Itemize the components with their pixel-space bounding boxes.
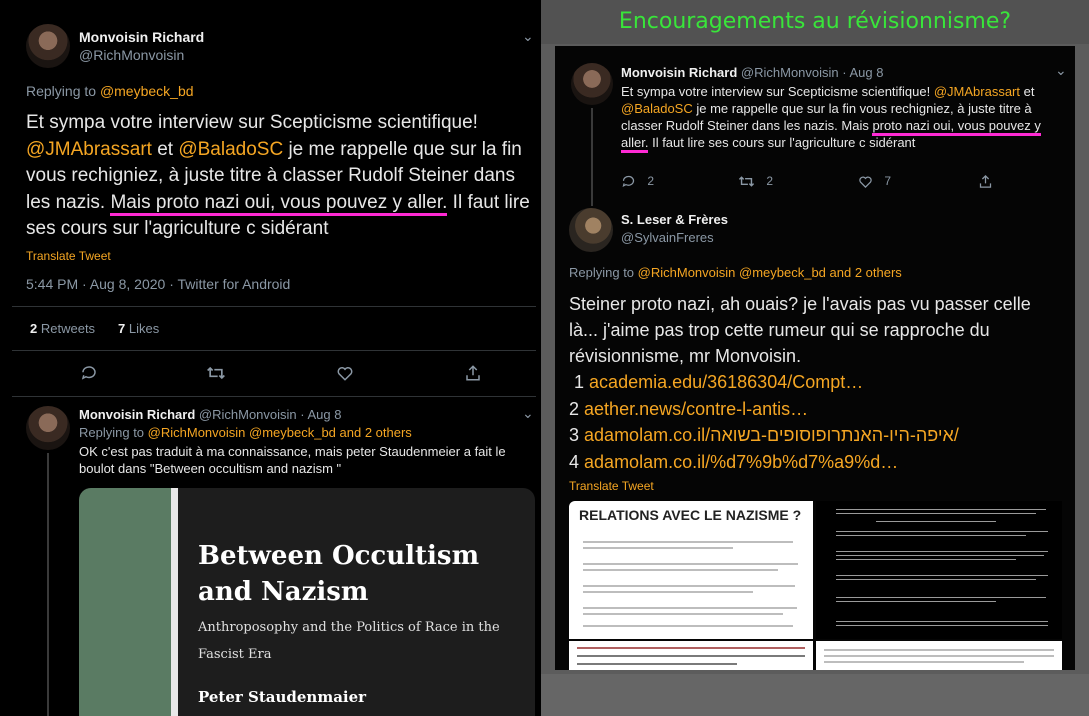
link-url[interactable]: aether.news/contre-l-antis… [584,398,809,419]
retweet-count: 2 [766,174,774,188]
author-handle[interactable]: @RichMonvoisin · Aug 8 [198,407,342,422]
text-line [824,661,1024,663]
likes-number: 7 [118,321,126,336]
link-item [569,369,1069,396]
book-title: Between Occultism and Nazism [198,541,480,607]
text-line [824,649,1054,651]
document-page [569,641,813,670]
document-page [569,501,813,639]
chevron-down-icon[interactable]: ⌄ [1055,62,1067,78]
link-url[interactable]: academia.edu/36186304/Compt… [589,372,864,392]
highlighted-text: proto nazi oui, vous pouvez y aller. [621,118,1041,153]
replying-mention[interactable]: @RichMonvoisin @meybeck_bd and 2 others [147,425,412,440]
thread-line [591,108,593,206]
author-handle[interactable]: @RichMonvoisin [79,47,185,63]
text-line [583,541,793,543]
replying-to [569,265,902,280]
tweet-text: Il faut lire ses cours sur l'agriculture c sidérant [648,135,916,150]
replying-to [79,425,412,440]
highlighted-text: Mais proto nazi oui, vous pouvez y aller. [110,192,447,216]
avatar[interactable] [569,208,613,252]
link-number: 2 [569,398,580,419]
text-line [836,579,1036,580]
mention-link[interactable]: @BaladoSC [621,101,693,116]
tweet-text: Steiner proto nazi, ah ouais? je l'avais pas vu passer celle là... j'aime pas trop cette rumeur qui se rapproche du révisionnisme, mr Monvoisin. [569,294,1031,366]
share-icon[interactable] [978,174,993,194]
retweet-icon[interactable] [206,364,226,387]
chevron-down-icon[interactable]: ⌄ [522,28,534,44]
thread-line [47,453,49,716]
text-line [583,547,733,549]
text-line [836,509,1046,510]
tweet-header [621,65,883,80]
likes-count[interactable] [118,321,159,336]
retweet-count[interactable] [30,321,95,336]
author-name[interactable]: Monvoisin Richard [79,407,196,422]
tweet-meta: 5:44 PM · Aug 8, 2020 · Twitter for Android [26,276,291,292]
divider [12,306,536,307]
right-panel [541,0,1089,716]
text-line [577,647,805,649]
replying-label: Replying to [26,83,100,99]
footer-bar [541,674,1089,716]
reply-action[interactable] [621,174,654,189]
author-handle[interactable]: @RichMonvoisin · Aug 8 [740,65,884,80]
replying-label: Replying to [79,425,148,440]
cover-stripe [171,488,178,716]
reply-icon [621,174,636,189]
reply-count: 2 [647,174,655,188]
tweet-text: OK c'est pas traduit à ma connaissance, mais peter Staudenmeier a fait le boulot dans "Between occultism and nazism " [79,444,506,476]
tweet-body [26,110,531,243]
text-line [583,591,753,593]
link-url[interactable]: adamolam.co.il/איפה-היו-האנתרופוסופים-בשואה/ [584,425,959,445]
tweet-text: et [1020,84,1035,99]
banner-title: Encouragements au révisionnisme? [541,0,1089,44]
tweet-text: et [151,138,179,160]
cover-stripe [79,488,171,716]
text-line [836,551,1048,552]
likes-label: Likes [128,321,160,336]
text-line [583,625,793,627]
retweets-label: Retweets [40,321,96,336]
mention-link[interactable]: @BaladoSC [178,138,284,160]
text-line [577,663,737,665]
text-line [583,613,783,615]
tweet-text: je me rappelle que sur la fin vous rechigniez, à juste titre à classer Rudolf Steiner dans les nazis. Mais [621,101,1032,133]
like-icon[interactable] [336,364,354,387]
text-line [836,555,1044,556]
text-line [836,597,1046,598]
tweet-text: Et sympa votre interview sur Scepticisme scientifique! [621,84,934,99]
replying-mention[interactable]: @RichMonvoisin @meybeck_bd and 2 others [637,265,902,280]
divider [12,396,536,397]
replying-to [26,83,194,99]
retweet-action[interactable] [738,174,773,189]
text-line [583,569,778,571]
text-line [836,575,1048,576]
author-handle[interactable]: @SylvainFreres [621,230,714,245]
tweet-body [621,83,1061,151]
document-page [816,501,1062,639]
mention-link[interactable]: @JMAbrassart [933,84,1021,99]
text-line [583,563,798,565]
translate-tweet-link[interactable]: Translate Tweet [569,479,654,493]
reply-icon[interactable] [80,364,98,387]
divider [12,350,536,351]
author-name[interactable]: Monvoisin Richard [79,29,205,45]
book-subtitle: Anthroposophy and the Politics of Race in the Fascist Era [198,620,500,662]
mention-link[interactable]: @JMAbrassart [26,138,152,160]
avatar[interactable] [571,63,613,105]
author-name[interactable]: S. Leser & Frères [621,212,728,227]
left-panel [0,0,541,716]
avatar[interactable] [26,24,70,68]
text-line [836,601,996,602]
link-item [569,422,1069,449]
right-screenshot [555,46,1075,670]
text-line [583,585,795,587]
link-url[interactable]: adamolam.co.il/%d7%9b%d7%a9%d… [584,451,899,472]
link-item [569,449,1069,476]
link-number: 3 [569,425,580,445]
share-icon[interactable] [464,364,482,387]
document-page [816,641,1062,670]
retweets-number: 2 [30,321,38,336]
text-line [577,655,805,657]
author-name[interactable]: Monvoisin Richard [621,65,738,80]
text-line [836,535,1026,536]
link-number: 1 [574,372,585,392]
tweet-header [79,407,341,422]
document-grid [569,501,1075,670]
tweet-text: je me rappelle que sur la fin vous rechigniez, à juste titre à classer Rudolf Steiner dans les nazis. [26,138,522,213]
text-line [836,559,1016,560]
like-icon [858,174,873,189]
text-line [836,625,1048,626]
document-image[interactable] [569,501,1069,670]
text-line [876,521,996,522]
text-line [836,531,1048,532]
book-author: Peter Staudenmaier [198,688,367,706]
chevron-down-icon[interactable]: ⌄ [522,405,534,421]
link-list [569,369,1069,475]
replying-mention[interactable]: @meybeck_bd [99,83,194,99]
link-number: 4 [569,451,580,472]
like-action[interactable] [858,174,891,189]
document-title: RELATIONS AVEC LE NAZISME ? [579,507,802,523]
retweet-icon [738,174,755,189]
book-cover-image[interactable] [79,488,535,716]
like-count: 7 [884,174,892,188]
text-line [836,513,1036,514]
tweet-text: Et sympa votre interview sur Scepticisme scientifique! [26,112,478,133]
text-line [824,655,1054,657]
replying-label: Replying to [569,265,638,280]
translate-tweet-link[interactable]: Translate Tweet [26,249,111,263]
avatar[interactable] [26,406,70,450]
tweet-text: Il faut lire ses cours sur l'agriculture c sidérant [26,191,530,239]
link-item [569,396,1069,423]
text-line [583,607,797,609]
text-line [836,621,1048,622]
